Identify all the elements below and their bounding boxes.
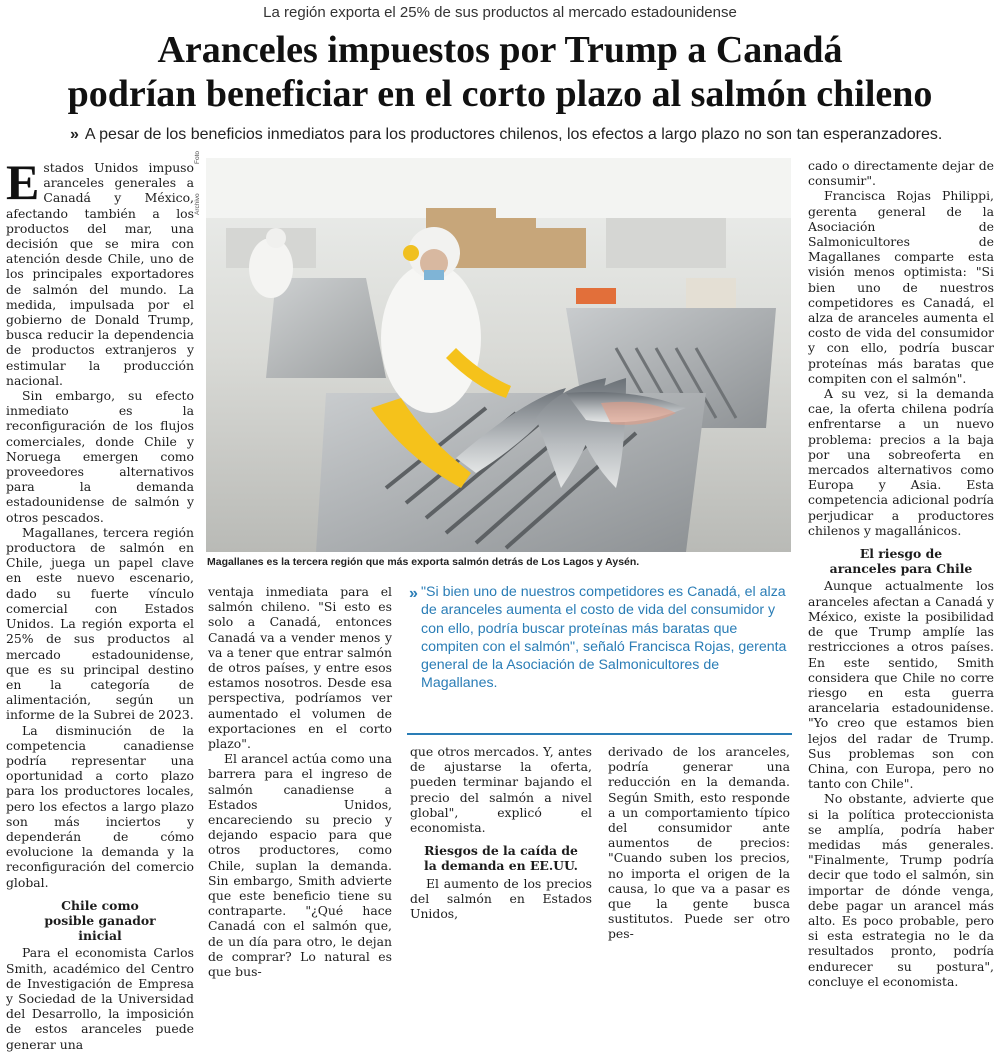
paragraph: ventaja inmediata para el salmón chileno. "Si esto es solo a Canadá, entonces Canadá va a vender menos y va a tener que entrar salmón de otros países, y entre esos estamos nosotros. Desde esa perspectiva, podríamos ver aumentado el volumen de exportaciones en el corto plazo".	[208, 584, 392, 752]
paragraph: A su vez, si la demanda cae, la oferta chilena podría enfrentarse a un nuevo problema: precios a la baja por una sobreoferta en mercados alternativos como Europa y Asia. Esta competencia adicional podría perjudicar a productores chilenos y magallánicos.	[808, 386, 994, 538]
paragraph: que otros mercados. Y, antes de ajustarse la oferta, pueden terminar bajando el precio del salmón a nivel global", explicó el economista.	[410, 744, 592, 836]
double-chevron-icon: »	[70, 126, 79, 143]
article-column-2	[208, 584, 392, 979]
headline-line-1: Aranceles impuestos por Trump a Canadá	[157, 29, 843, 71]
headline-line-2: podrían beneficiar en el corto plazo al salmón chileno	[67, 73, 933, 115]
paragraph: Sin embargo, su efecto inmediato es la reconfiguración de los flujos comerciales, donde Chile y Noruega emergen como proveedores alternativos para la demanda estadounidense de salmón y otros pescados.	[6, 388, 194, 525]
subheading: El riesgo de aranceles para Chile	[829, 546, 973, 577]
drop-cap: E	[6, 154, 40, 210]
paragraph: El arancel actúa como una barrera para el ingreso de salmón canadiense a Estados Unidos, encareciendo su precio y dejando espacio para que otros productores, como Chile, suplan la demanda. Sin embargo, Smith advierte que este beneficio tiene su contraparte. "¿Qué hace Canadá con el salmón que, de un día para otro, le dejan de comprar? Lo natural es que bus-	[208, 751, 392, 980]
paragraph: cado o directamente dejar de consumir".	[808, 158, 994, 189]
article-column-3	[410, 744, 592, 921]
salmon-processing-illustration	[206, 158, 791, 552]
paragraph: La disminución de la competencia canadiense podría representar una oportunidad a corto plazo para los productores locales, pero los efectos a largo plazo son más inciertos y dependerán de cómo evolucione la demanda y la reconfiguración del comercio global.	[6, 722, 194, 890]
lead-paragraph	[70, 126, 970, 144]
subheading: Chile como posible ganador inicial	[44, 897, 156, 944]
pull-quote-attribution: señaló Francisca Rojas, gerenta general de la Asociación de Salmonicultores de Magallanes.	[421, 638, 787, 692]
photo-credit: Archivo	[194, 193, 201, 215]
paragraph: Magallanes, tercera región productora de salmón en Chile, juega un papel clave en este nuevo escenario, dado su fuerte vínculo comercial con Estados Unidos. La región exporta el 25% de sus productos al mercado estadounidense, que es su principal destino en la categoría de alimentación, según un informe de la Subrei de 2023.	[6, 524, 194, 723]
paragraph: Aunque actualmente los aranceles afectan a Canadá y México, existe la posibilidad de que Trump amplíe las restricciones a otros países. En este sentido, Smith considera que Chile no corre riesgo en esta guerra arancelaria estadounidense. "Yo creo que estamos bien lejos del radar de Trump. Sus problemas son con China, con Europa, pero no tanto con Chile".	[808, 578, 994, 792]
pull-quote-text: "Si bien uno de nuestros competidores es Canadá, el alza de aranceles aumenta el costo de vida del consumidor y con ello, podría buscar proteínas más baratas que compiten con el salmón", señaló Francisca Rojas, gerenta general de la Asociación de Salmonicultores de Magallanes.	[421, 584, 787, 692]
divider	[407, 733, 792, 735]
lead-text: A pesar de los beneficios inmediatos para los productores chilenos, los efectos a largo plazo no son tan esperanzadores.	[84, 126, 943, 143]
headline	[0, 28, 1000, 116]
pull-quote	[407, 583, 792, 739]
article-column-4	[608, 744, 790, 942]
subheading: Riesgos de la caída de la demanda en EE.UU.	[424, 843, 578, 874]
double-chevron-icon: »	[409, 585, 418, 602]
paragraph: Estados Unidos impuso aranceles generales a Canadá y México, afectando también a los productos del mar, una decisión que se mira con atención desde Chile, uno de los principales exportadores de salmón del mundo. La medida, impulsada por el gobierno de Donald Trump, busca reducir la dependencia de productos extranjeros y estimular la producción nacional.	[6, 154, 194, 388]
paragraph: No obstante, advierte que si la política proteccionista se amplía, podría haber medidas más generales. "Finalmente, Trump podría decir que todo el salmón, sin importar de dónde venga, debe pagar un arancel más alto. Es poco probable, pero si esta estrategia no le da resultados pronto, podría endurecer su postura", concluye el economista.	[808, 791, 994, 989]
paragraph: El aumento de los precios del salmón en Estados Unidos,	[410, 875, 592, 922]
article-column-1	[6, 154, 194, 1052]
paragraph: Francisca Rojas Philippi, gerenta general de la Asociación de Salmonicultores de Magallanes comparte esta visión menos optimista: "Si bien uno de nuestros competidores es Canadá, el alza de aranceles aumenta el costo de vida del consumidor y con ello, podría buscar proteínas más baratas que compiten con el salmón".	[808, 188, 994, 386]
kicker: La región exporta el 25% de sus productos al mercado estadounidense	[263, 4, 737, 21]
photo-credit: Foto	[194, 150, 201, 164]
paragraph: derivado de los aranceles, podría generar una reducción en la demanda. Según Smith, esto responde a un comportamiento típico del consumidor ante aumentos de precios: "Cuando suben los precios, no importa el origen de la causa, lo que va a pasar es que la gente busca sustitutos. Puede ser otro pes-	[608, 744, 790, 942]
paragraph: Para el economista Carlos Smith, académico del Centro de Investigación de Empresa y Sociedad de la Universidad del Desarrollo, la imposición de estos aranceles puede generar una	[6, 945, 194, 1052]
photo-caption: Magallanes es la tercera región que más exporta salmón detrás de Los Lagos y Aysén.	[207, 556, 640, 568]
article-column-5	[808, 158, 994, 989]
article-photo	[206, 158, 791, 552]
